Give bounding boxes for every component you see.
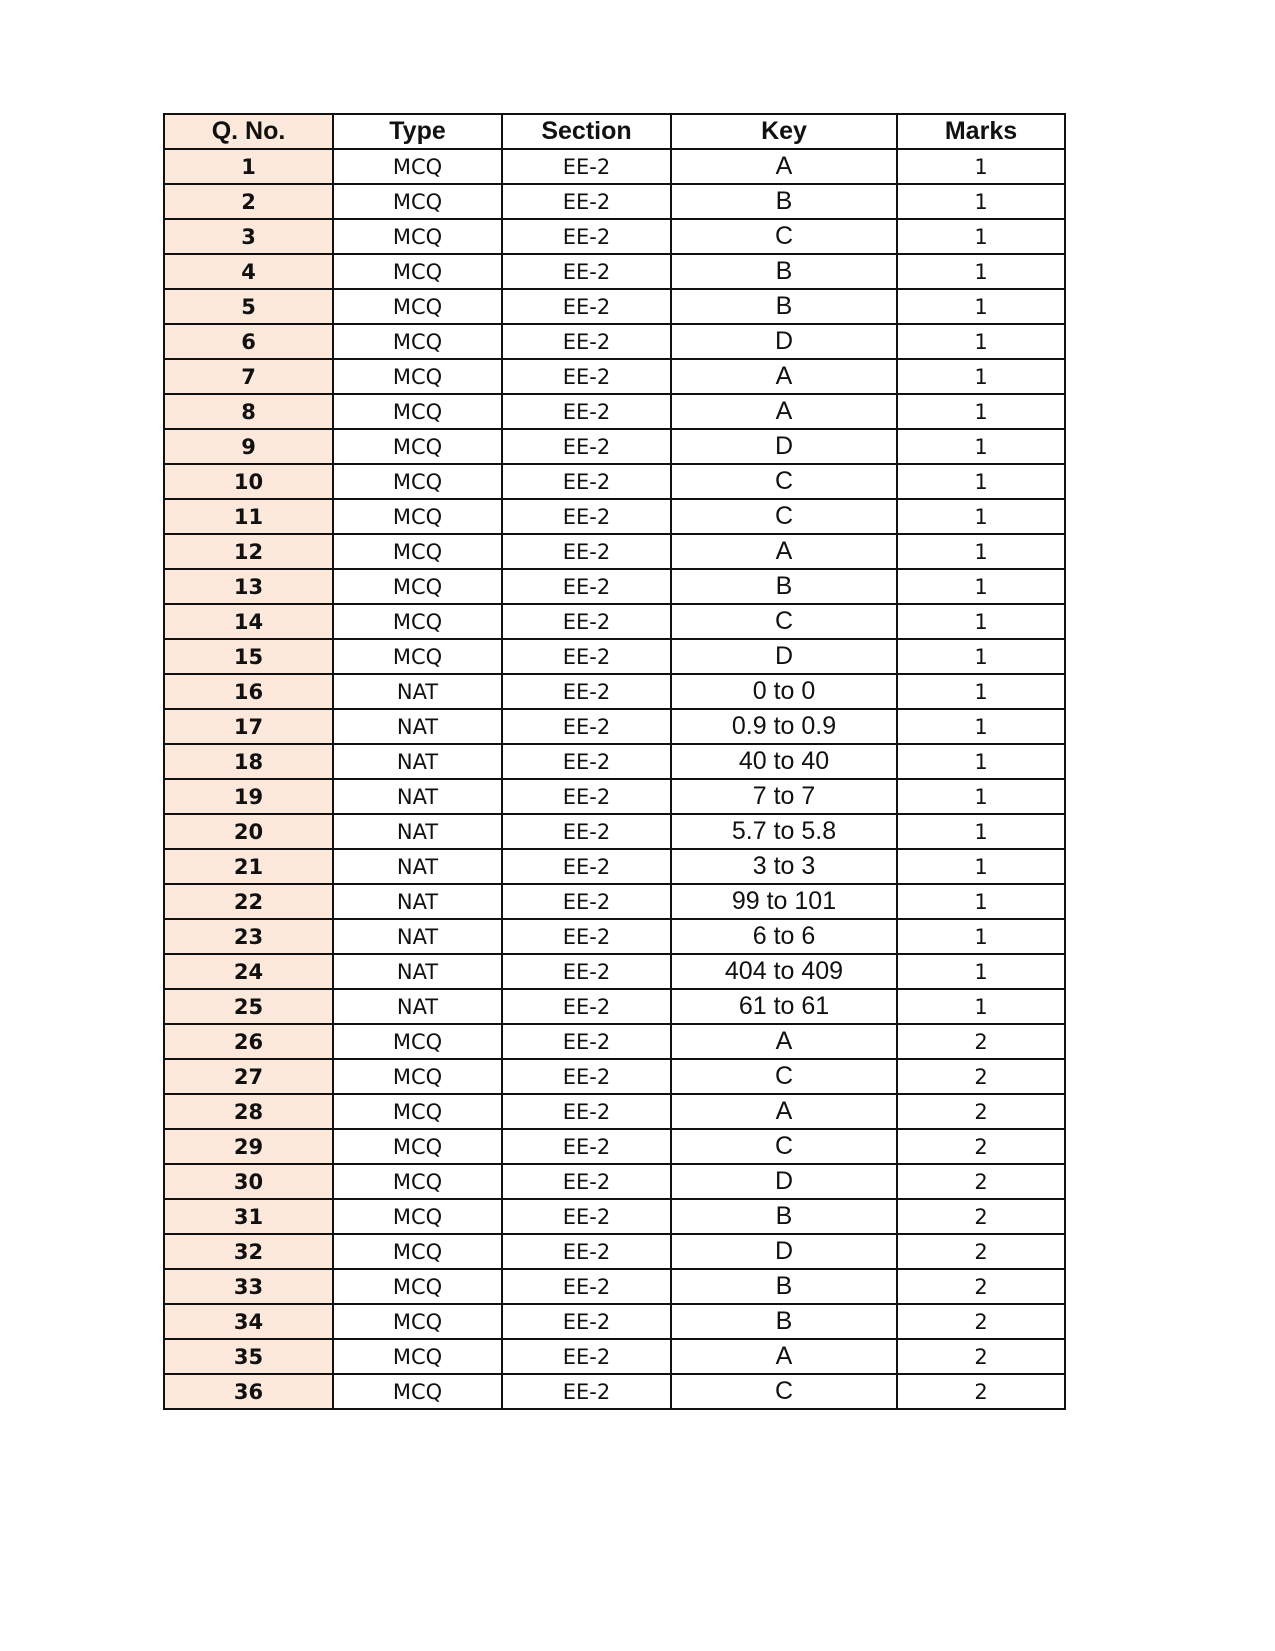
marks-cell: 2 bbox=[897, 1129, 1065, 1164]
section-cell: EE-2 bbox=[502, 639, 671, 674]
key-cell: 99 to 101 bbox=[671, 884, 897, 919]
table-row bbox=[164, 1234, 1065, 1269]
key-cell: 6 to 6 bbox=[671, 919, 897, 954]
type-cell: MCQ bbox=[333, 1094, 502, 1129]
qno-cell: 30 bbox=[164, 1164, 333, 1199]
key-cell: B bbox=[671, 1304, 897, 1339]
marks-cell: 1 bbox=[897, 219, 1065, 254]
type-cell: MCQ bbox=[333, 1374, 502, 1409]
type-cell: MCQ bbox=[333, 1234, 502, 1269]
table-row bbox=[164, 744, 1065, 779]
table-row bbox=[164, 709, 1065, 744]
type-cell: MCQ bbox=[333, 1129, 502, 1164]
section-cell: EE-2 bbox=[502, 1374, 671, 1409]
table-row bbox=[164, 919, 1065, 954]
section-cell: EE-2 bbox=[502, 604, 671, 639]
table-row bbox=[164, 1374, 1065, 1409]
marks-cell: 1 bbox=[897, 289, 1065, 324]
answer-key-table bbox=[163, 113, 1066, 1410]
section-cell: EE-2 bbox=[502, 429, 671, 464]
type-cell: MCQ bbox=[333, 324, 502, 359]
type-cell: MCQ bbox=[333, 359, 502, 394]
section-cell: EE-2 bbox=[502, 219, 671, 254]
table-row bbox=[164, 1094, 1065, 1129]
marks-cell: 2 bbox=[897, 1304, 1065, 1339]
section-cell: EE-2 bbox=[502, 184, 671, 219]
table-row bbox=[164, 254, 1065, 289]
table-row bbox=[164, 1129, 1065, 1164]
table-row bbox=[164, 1164, 1065, 1199]
type-cell: MCQ bbox=[333, 639, 502, 674]
key-cell: C bbox=[671, 604, 897, 639]
type-cell: MCQ bbox=[333, 184, 502, 219]
type-cell: NAT bbox=[333, 989, 502, 1024]
key-cell: B bbox=[671, 254, 897, 289]
key-cell: A bbox=[671, 1339, 897, 1374]
key-cell: A bbox=[671, 1024, 897, 1059]
marks-cell: 1 bbox=[897, 814, 1065, 849]
type-cell: MCQ bbox=[333, 254, 502, 289]
section-cell: EE-2 bbox=[502, 1024, 671, 1059]
section-cell: EE-2 bbox=[502, 499, 671, 534]
qno-cell: 5 bbox=[164, 289, 333, 324]
qno-cell: 28 bbox=[164, 1094, 333, 1129]
qno-cell: 32 bbox=[164, 1234, 333, 1269]
type-cell: MCQ bbox=[333, 289, 502, 324]
type-cell: MCQ bbox=[333, 1304, 502, 1339]
header-section: Section bbox=[502, 114, 671, 149]
table-row bbox=[164, 359, 1065, 394]
marks-cell: 1 bbox=[897, 849, 1065, 884]
section-cell: EE-2 bbox=[502, 534, 671, 569]
table-row bbox=[164, 184, 1065, 219]
marks-cell: 1 bbox=[897, 989, 1065, 1024]
marks-cell: 1 bbox=[897, 149, 1065, 184]
qno-cell: 3 bbox=[164, 219, 333, 254]
answer-rows bbox=[164, 149, 1065, 1409]
header-type: Type bbox=[333, 114, 502, 149]
key-cell: C bbox=[671, 219, 897, 254]
type-cell: MCQ bbox=[333, 569, 502, 604]
section-cell: EE-2 bbox=[502, 149, 671, 184]
type-cell: MCQ bbox=[333, 1024, 502, 1059]
qno-cell: 31 bbox=[164, 1199, 333, 1234]
marks-cell: 1 bbox=[897, 569, 1065, 604]
section-cell: EE-2 bbox=[502, 919, 671, 954]
qno-cell: 18 bbox=[164, 744, 333, 779]
qno-cell: 29 bbox=[164, 1129, 333, 1164]
qno-cell: 24 bbox=[164, 954, 333, 989]
marks-cell: 1 bbox=[897, 884, 1065, 919]
qno-cell: 36 bbox=[164, 1374, 333, 1409]
header-row bbox=[164, 114, 1065, 149]
section-cell: EE-2 bbox=[502, 674, 671, 709]
qno-cell: 12 bbox=[164, 534, 333, 569]
type-cell: MCQ bbox=[333, 219, 502, 254]
marks-cell: 2 bbox=[897, 1269, 1065, 1304]
table-row bbox=[164, 394, 1065, 429]
key-cell: A bbox=[671, 534, 897, 569]
table-row bbox=[164, 954, 1065, 989]
section-cell: EE-2 bbox=[502, 1199, 671, 1234]
type-cell: NAT bbox=[333, 884, 502, 919]
section-cell: EE-2 bbox=[502, 394, 671, 429]
marks-cell: 1 bbox=[897, 394, 1065, 429]
table-row bbox=[164, 1269, 1065, 1304]
section-cell: EE-2 bbox=[502, 289, 671, 324]
qno-cell: 11 bbox=[164, 499, 333, 534]
qno-cell: 34 bbox=[164, 1304, 333, 1339]
type-cell: MCQ bbox=[333, 1199, 502, 1234]
type-cell: MCQ bbox=[333, 1269, 502, 1304]
table-row bbox=[164, 569, 1065, 604]
qno-cell: 4 bbox=[164, 254, 333, 289]
key-cell: A bbox=[671, 359, 897, 394]
type-cell: MCQ bbox=[333, 1339, 502, 1374]
table-row bbox=[164, 1024, 1065, 1059]
key-cell: C bbox=[671, 1129, 897, 1164]
type-cell: MCQ bbox=[333, 464, 502, 499]
type-cell: NAT bbox=[333, 954, 502, 989]
section-cell: EE-2 bbox=[502, 1164, 671, 1199]
key-cell: C bbox=[671, 499, 897, 534]
header-qno: Q. No. bbox=[164, 114, 333, 149]
type-cell: MCQ bbox=[333, 604, 502, 639]
section-cell: EE-2 bbox=[502, 1129, 671, 1164]
key-cell: 61 to 61 bbox=[671, 989, 897, 1024]
marks-cell: 2 bbox=[897, 1059, 1065, 1094]
marks-cell: 1 bbox=[897, 919, 1065, 954]
marks-cell: 1 bbox=[897, 359, 1065, 394]
marks-cell: 1 bbox=[897, 709, 1065, 744]
key-cell: 404 to 409 bbox=[671, 954, 897, 989]
section-cell: EE-2 bbox=[502, 814, 671, 849]
qno-cell: 17 bbox=[164, 709, 333, 744]
key-cell: 5.7 to 5.8 bbox=[671, 814, 897, 849]
table-row bbox=[164, 499, 1065, 534]
qno-cell: 27 bbox=[164, 1059, 333, 1094]
type-cell: NAT bbox=[333, 849, 502, 884]
marks-cell: 1 bbox=[897, 779, 1065, 814]
table-row bbox=[164, 324, 1065, 359]
marks-cell: 2 bbox=[897, 1374, 1065, 1409]
table-row bbox=[164, 1059, 1065, 1094]
key-cell: 40 to 40 bbox=[671, 744, 897, 779]
qno-cell: 35 bbox=[164, 1339, 333, 1374]
marks-cell: 2 bbox=[897, 1234, 1065, 1269]
section-cell: EE-2 bbox=[502, 1304, 671, 1339]
table-row bbox=[164, 1199, 1065, 1234]
section-cell: EE-2 bbox=[502, 849, 671, 884]
qno-cell: 22 bbox=[164, 884, 333, 919]
qno-cell: 20 bbox=[164, 814, 333, 849]
section-cell: EE-2 bbox=[502, 324, 671, 359]
table-row bbox=[164, 1304, 1065, 1339]
table-row bbox=[164, 534, 1065, 569]
marks-cell: 1 bbox=[897, 324, 1065, 359]
section-cell: EE-2 bbox=[502, 989, 671, 1024]
qno-cell: 14 bbox=[164, 604, 333, 639]
table-row bbox=[164, 639, 1065, 674]
qno-cell: 10 bbox=[164, 464, 333, 499]
qno-cell: 9 bbox=[164, 429, 333, 464]
marks-cell: 1 bbox=[897, 429, 1065, 464]
qno-cell: 21 bbox=[164, 849, 333, 884]
type-cell: NAT bbox=[333, 674, 502, 709]
marks-cell: 2 bbox=[897, 1024, 1065, 1059]
key-cell: 3 to 3 bbox=[671, 849, 897, 884]
key-cell: C bbox=[671, 1059, 897, 1094]
qno-cell: 1 bbox=[164, 149, 333, 184]
section-cell: EE-2 bbox=[502, 569, 671, 604]
type-cell: NAT bbox=[333, 919, 502, 954]
section-cell: EE-2 bbox=[502, 779, 671, 814]
key-cell: D bbox=[671, 1164, 897, 1199]
key-cell: 0.9 to 0.9 bbox=[671, 709, 897, 744]
key-cell: B bbox=[671, 289, 897, 324]
table-row bbox=[164, 884, 1065, 919]
table-row bbox=[164, 429, 1065, 464]
table-row bbox=[164, 674, 1065, 709]
marks-cell: 1 bbox=[897, 674, 1065, 709]
type-cell: MCQ bbox=[333, 1164, 502, 1199]
key-cell: A bbox=[671, 149, 897, 184]
section-cell: EE-2 bbox=[502, 254, 671, 289]
key-cell: C bbox=[671, 464, 897, 499]
table-row bbox=[164, 1339, 1065, 1374]
marks-cell: 1 bbox=[897, 184, 1065, 219]
section-cell: EE-2 bbox=[502, 954, 671, 989]
table-row bbox=[164, 849, 1065, 884]
section-cell: EE-2 bbox=[502, 884, 671, 919]
section-cell: EE-2 bbox=[502, 359, 671, 394]
key-cell: A bbox=[671, 394, 897, 429]
marks-cell: 1 bbox=[897, 254, 1065, 289]
key-cell: B bbox=[671, 184, 897, 219]
qno-cell: 33 bbox=[164, 1269, 333, 1304]
type-cell: MCQ bbox=[333, 429, 502, 464]
qno-cell: 15 bbox=[164, 639, 333, 674]
header-marks: Marks bbox=[897, 114, 1065, 149]
marks-cell: 2 bbox=[897, 1164, 1065, 1199]
table-row bbox=[164, 604, 1065, 639]
qno-cell: 26 bbox=[164, 1024, 333, 1059]
marks-cell: 1 bbox=[897, 954, 1065, 989]
section-cell: EE-2 bbox=[502, 1234, 671, 1269]
marks-cell: 1 bbox=[897, 464, 1065, 499]
type-cell: NAT bbox=[333, 814, 502, 849]
key-cell: D bbox=[671, 324, 897, 359]
type-cell: NAT bbox=[333, 709, 502, 744]
key-cell: B bbox=[671, 1269, 897, 1304]
type-cell: NAT bbox=[333, 744, 502, 779]
key-cell: A bbox=[671, 1094, 897, 1129]
key-cell: D bbox=[671, 429, 897, 464]
qno-cell: 19 bbox=[164, 779, 333, 814]
marks-cell: 1 bbox=[897, 639, 1065, 674]
table-row bbox=[164, 989, 1065, 1024]
table-row bbox=[164, 779, 1065, 814]
qno-cell: 13 bbox=[164, 569, 333, 604]
marks-cell: 1 bbox=[897, 604, 1065, 639]
marks-cell: 1 bbox=[897, 499, 1065, 534]
qno-cell: 8 bbox=[164, 394, 333, 429]
section-cell: EE-2 bbox=[502, 1269, 671, 1304]
key-cell: D bbox=[671, 1234, 897, 1269]
qno-cell: 7 bbox=[164, 359, 333, 394]
key-cell: 7 to 7 bbox=[671, 779, 897, 814]
key-cell: D bbox=[671, 639, 897, 674]
key-cell: C bbox=[671, 1374, 897, 1409]
section-cell: EE-2 bbox=[502, 709, 671, 744]
marks-cell: 2 bbox=[897, 1339, 1065, 1374]
header-key: Key bbox=[671, 114, 897, 149]
table-row bbox=[164, 814, 1065, 849]
section-cell: EE-2 bbox=[502, 464, 671, 499]
type-cell: MCQ bbox=[333, 149, 502, 184]
qno-cell: 2 bbox=[164, 184, 333, 219]
qno-cell: 6 bbox=[164, 324, 333, 359]
qno-cell: 16 bbox=[164, 674, 333, 709]
section-cell: EE-2 bbox=[502, 1339, 671, 1374]
marks-cell: 1 bbox=[897, 744, 1065, 779]
key-cell: 0 to 0 bbox=[671, 674, 897, 709]
section-cell: EE-2 bbox=[502, 1094, 671, 1129]
type-cell: MCQ bbox=[333, 499, 502, 534]
table-row bbox=[164, 289, 1065, 324]
type-cell: MCQ bbox=[333, 1059, 502, 1094]
section-cell: EE-2 bbox=[502, 744, 671, 779]
key-cell: B bbox=[671, 569, 897, 604]
type-cell: NAT bbox=[333, 779, 502, 814]
type-cell: MCQ bbox=[333, 394, 502, 429]
qno-cell: 23 bbox=[164, 919, 333, 954]
section-cell: EE-2 bbox=[502, 1059, 671, 1094]
marks-cell: 2 bbox=[897, 1094, 1065, 1129]
table-row bbox=[164, 149, 1065, 184]
table-row bbox=[164, 219, 1065, 254]
qno-cell: 25 bbox=[164, 989, 333, 1024]
marks-cell: 2 bbox=[897, 1199, 1065, 1234]
marks-cell: 1 bbox=[897, 534, 1065, 569]
table-row bbox=[164, 464, 1065, 499]
key-cell: B bbox=[671, 1199, 897, 1234]
type-cell: MCQ bbox=[333, 534, 502, 569]
